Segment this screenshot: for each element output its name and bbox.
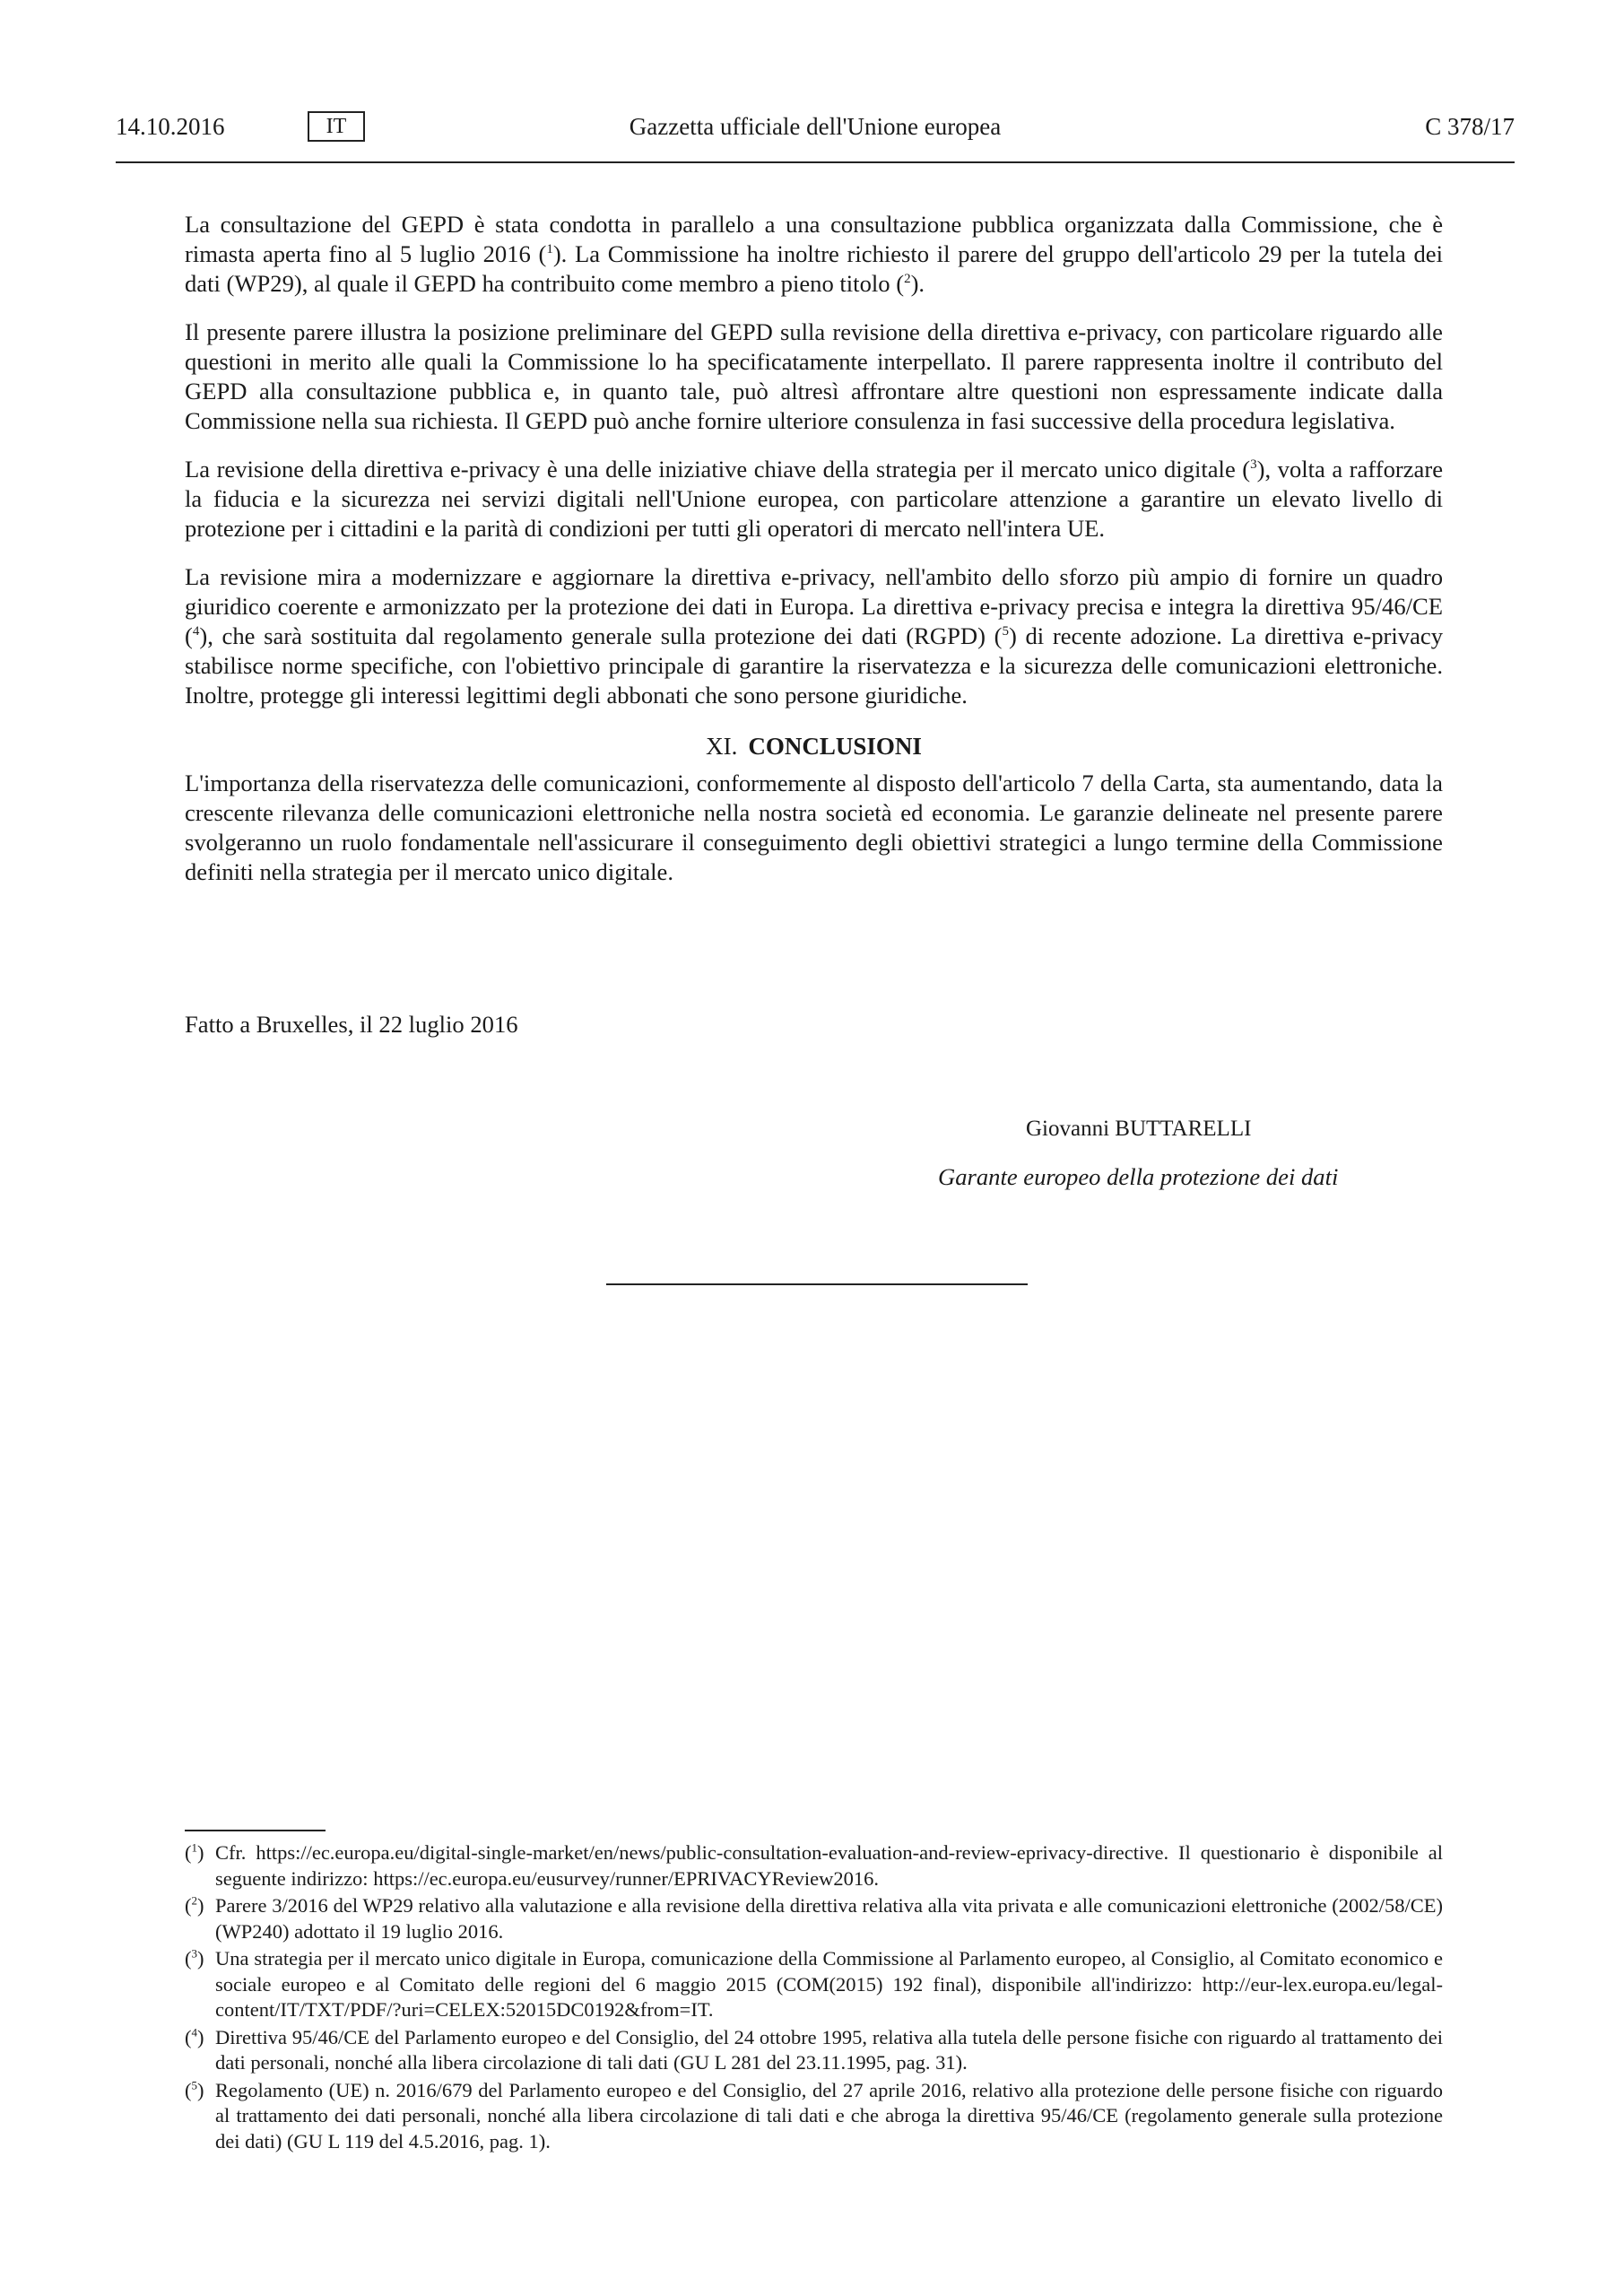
paragraph-1: La consultazione del GEPD è stata condotta in parallelo a una consultazione pubblica organizzata dalla Commissione, che è rimasta aperta fino al 5 luglio 2016 ($^1$). La Commissione ha inoltre richiesto il parere del gruppo dell'articolo 29 per la tutela dei dati (WP29), al quale il GEPD ha contribuito come membro a pieno titolo ($^2$).	[185, 211, 1443, 297]
place-and-date: Fatto a Bruxelles, il 22 luglio 2016	[185, 1011, 518, 1038]
footnote-text: Cfr. https://ec.europa.eu/digital-single-market/en/news/public-consultation-evaluation-and-review-eprivacy-directive. Il questionario è disponibile al seguente indirizzo: https://ec.europa.eu/eusurvey/runner/EPRIVACYReview2016.	[215, 1841, 1443, 1890]
paragraph-2: Il presente parere illustra la posizione preliminare del GEPD sulla revisione della direttiva e-privacy, con particolare riguardo alle questioni in merito alle quali la Commissione lo ha specificatamente interpellato. Il parere rappresenta inoltre il contributo del GEPD alla consultazione pubblica e, in quanto tale, può altresì affrontare altre questioni non espressamente indicate dalla Commissione nella sua richiesta. Il GEPD può anche fornire ulteriore consulenza in fasi successive della procedura legislativa.	[185, 318, 1443, 434]
header-divider	[116, 161, 1515, 163]
page-reference: C 378/17	[1425, 113, 1515, 140]
section-title: CONCLUSIONI	[748, 733, 922, 760]
paragraph-3: La revisione della direttiva e-privacy è una delle iniziative chiave della strategia per il mercato unico digitale ($^3$), volta a rafforzare la fiducia e la sicurezza nei servizi digitali nell'Unione europea, con particolare attenzione a garantire un elevato livello di protezione per i cittadini e la parità di condizioni per tutti gli operatori di mercato nell'intera UE.	[185, 456, 1443, 542]
footnote	[185, 1840, 1443, 1892]
footnote-text: Regolamento (UE) n. 2016/679 del Parlamento europeo e del Consiglio, del 27 aprile 2016, relativo alla protezione delle persone fisiche con riguardo al trattamento dei dati personali, nonché alla libera circolazione di tali dati e che abroga la direttiva 95/46/CE (regolamento generale sulla protezione dei dati) (GU L 119 del 4.5.2016, pag. 1).	[215, 2078, 1443, 2152]
footnote	[185, 1893, 1443, 1944]
publication-date: 14.10.2016	[116, 113, 225, 140]
paragraph-4: La revisione mira a modernizzare e aggiornare la direttiva e-privacy, nell'ambito dello sforzo più ampio di fornire un quadro giuridico coerente e armonizzato per la protezione dei dati in Europa. La direttiva e-privacy precisa e integra la direttiva 95/46/CE ($^4$), che sarà sostituita dal regolamento generale sulla protezione dei dati (RGPD) ($^5$) di recente adozione. La direttiva e-privacy stabilisce norme specifiche, con l'obiettivo principale di garantire la riservatezza e la sicurezza delle comunicazioni elettroniche. Inoltre, protegge gli interessi legittimi degli abbonati che sono persone giuridiche.	[185, 563, 1443, 709]
section-number: XI.	[706, 733, 738, 760]
footnote-ref[interactable]: 4	[192, 624, 200, 639]
footnote-ref[interactable]: 1	[546, 242, 553, 257]
footnote-divider	[185, 1830, 326, 1831]
footnotes	[185, 1840, 1443, 2156]
signer-name: Giovanni BUTTARELLI	[1026, 1117, 1252, 1141]
footnote-text: Una strategia per il mercato unico digitale in Europa, comunicazione della Commissione al Parlamento europeo, al Consiglio, al Comitato economico e sociale europeo e al Comitato delle regioni del 6 maggio 2015 (COM(2015) 192 final), disponibile all'indirizzo: http://eur-lex.europa.eu/legal-content/IT/TXT/PDF/?uri=CELEX:52015DC0192&from=IT.	[215, 1947, 1443, 2021]
footnote-text: Direttiva 95/46/CE del Parlamento europeo e del Consiglio, del 24 ottobre 1995, relativa alla tutela delle persone fisiche con riguardo al trattamento dei dati personali, nonché alla libera circolazione di tali dati (GU L 281 del 23.11.1995, pag. 31).	[215, 2025, 1443, 2074]
footnote	[185, 2078, 1443, 2155]
footnote-ref[interactable]: 3	[1250, 457, 1257, 473]
footnote	[185, 2025, 1443, 2076]
footnote	[185, 1946, 1443, 2023]
footnote-text: Parere 3/2016 del WP29 relativo alla valutazione e alla revisione della direttiva relativa alla vita privata e alle comunicazioni elettroniche (2002/58/CE) (WP240) adottato il 19 luglio 2016.	[215, 1894, 1443, 1943]
footnote-marker: ($^4$)	[185, 2025, 204, 2048]
footnote-marker: ($^5$)	[185, 2078, 204, 2101]
journal-title: Gazzetta ufficiale dell'Unione europea	[629, 113, 1002, 140]
footnote-ref[interactable]: 5	[1002, 624, 1009, 639]
end-of-text-divider	[606, 1283, 1028, 1285]
footnote-marker: ($^1$)	[185, 1840, 204, 1864]
document-body	[185, 210, 1443, 906]
language-code-box: IT	[308, 111, 365, 142]
section-heading	[185, 732, 1443, 761]
footnote-marker: ($^2$)	[185, 1893, 204, 1917]
signer-role: Garante europeo della protezione dei dati	[938, 1163, 1339, 1190]
conclusion-paragraph: L'importanza della riservatezza delle comunicazioni, conformemente al disposto dell'articolo 7 della Carta, sta aumentando, data la crescente rilevanza delle comunicazioni elettroniche nella nostra società ed economia. Le garanzie delineate nel presente parere svolgeranno un ruolo fondamentale nell'assicurare il conseguimento degli obiettivi strategici a lungo termine della Commissione definiti nella strategia per il mercato unico digitale.	[185, 770, 1443, 885]
footnote-marker: ($^3$)	[185, 1946, 204, 1970]
page-header	[116, 113, 1515, 149]
footnote-ref[interactable]: 2	[904, 272, 911, 287]
